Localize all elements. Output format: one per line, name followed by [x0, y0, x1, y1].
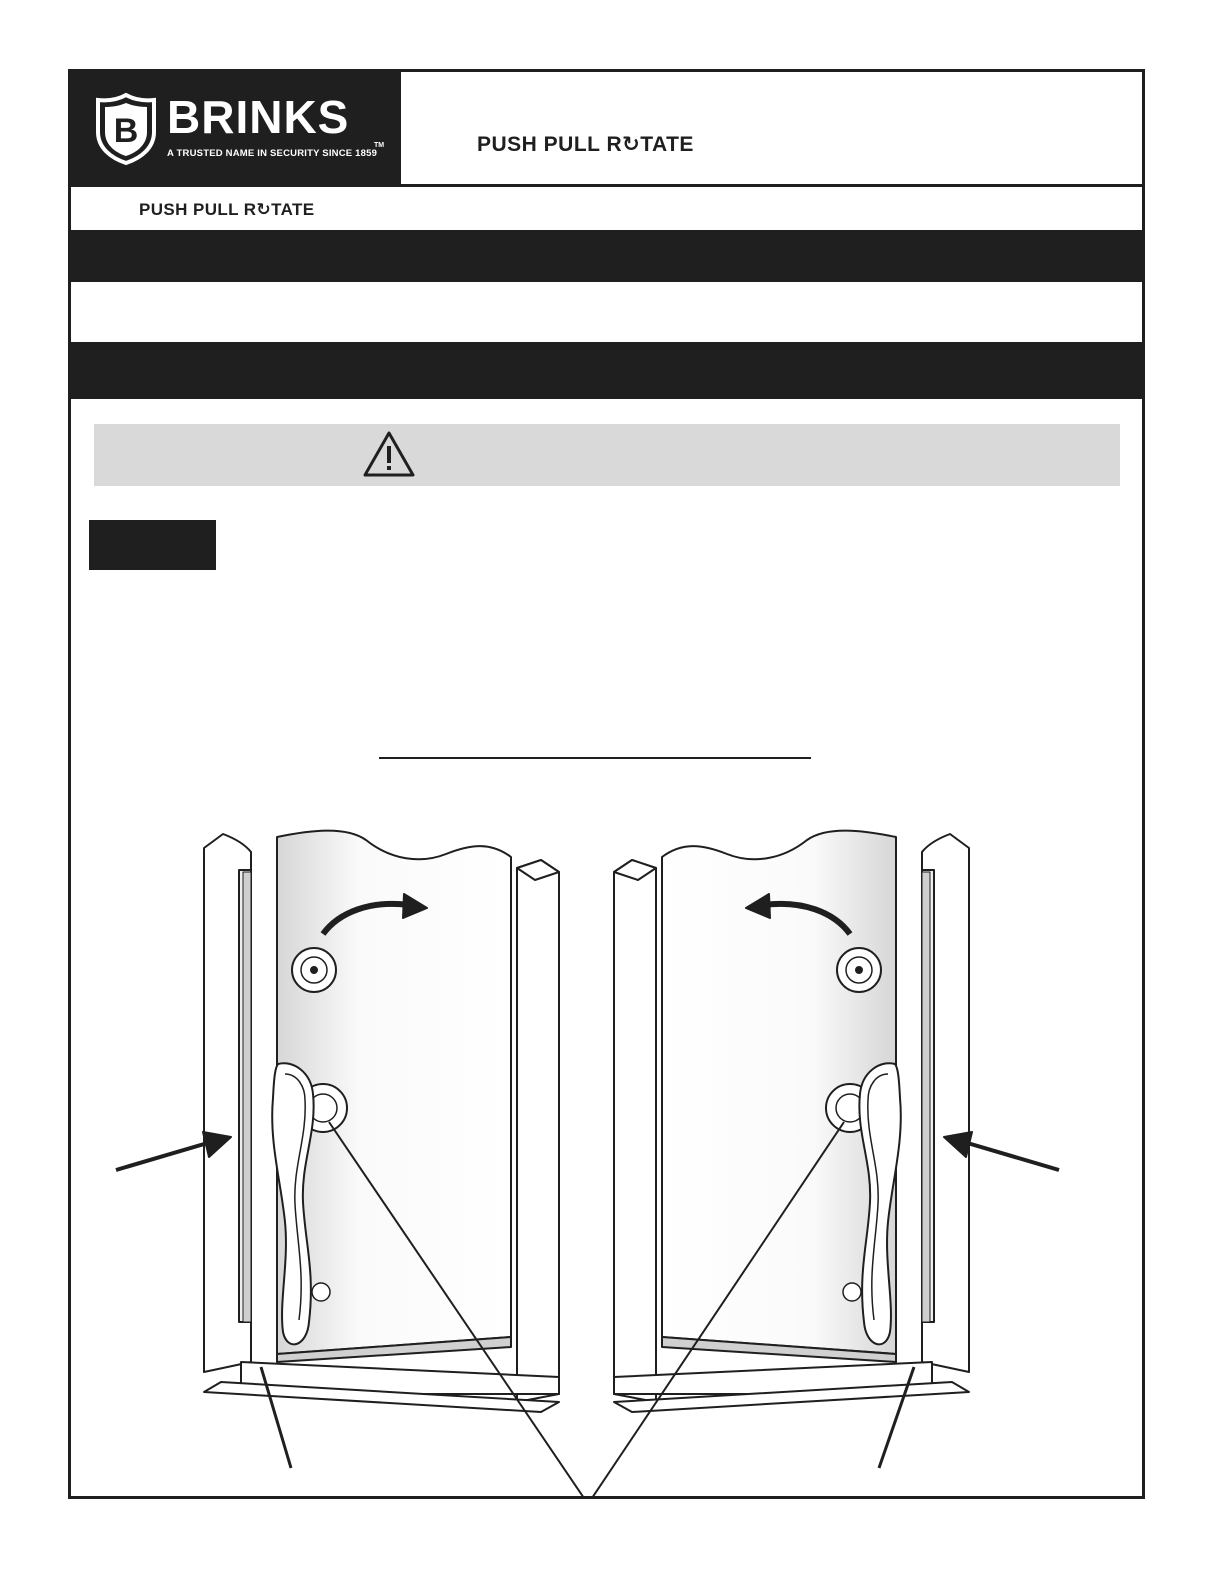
- left-strike-jamb: [517, 860, 559, 1402]
- shield-icon: [93, 92, 159, 166]
- step-badge: [89, 520, 216, 570]
- left-hand-door: [116, 831, 559, 1468]
- brand-logo: [71, 72, 401, 184]
- logo-monogram: B: [113, 112, 139, 150]
- header-product-title: PUSH PULL R↻TATE: [477, 133, 694, 156]
- subheader-product-title: PUSH PULL R↻TATE: [139, 200, 315, 219]
- door-handing-illustration: [71, 802, 1142, 1496]
- warning-triangle-icon: [362, 430, 416, 478]
- warning-bar: [94, 424, 1120, 486]
- header-divider: [71, 184, 1142, 187]
- logo-trademark: TM: [374, 142, 385, 149]
- instruction-page: [68, 69, 1145, 1499]
- section-band-bottom: [71, 342, 1142, 399]
- logo-wordmark: BRINKS: [167, 91, 350, 143]
- logo-tagline: A TRUSTED NAME IN SECURITY SINCE 1859: [167, 148, 378, 159]
- section-band-top: [71, 230, 1142, 282]
- right-hand-door: [614, 831, 1059, 1468]
- figure-title-rule: [379, 757, 811, 759]
- right-strike-jamb: [614, 860, 656, 1402]
